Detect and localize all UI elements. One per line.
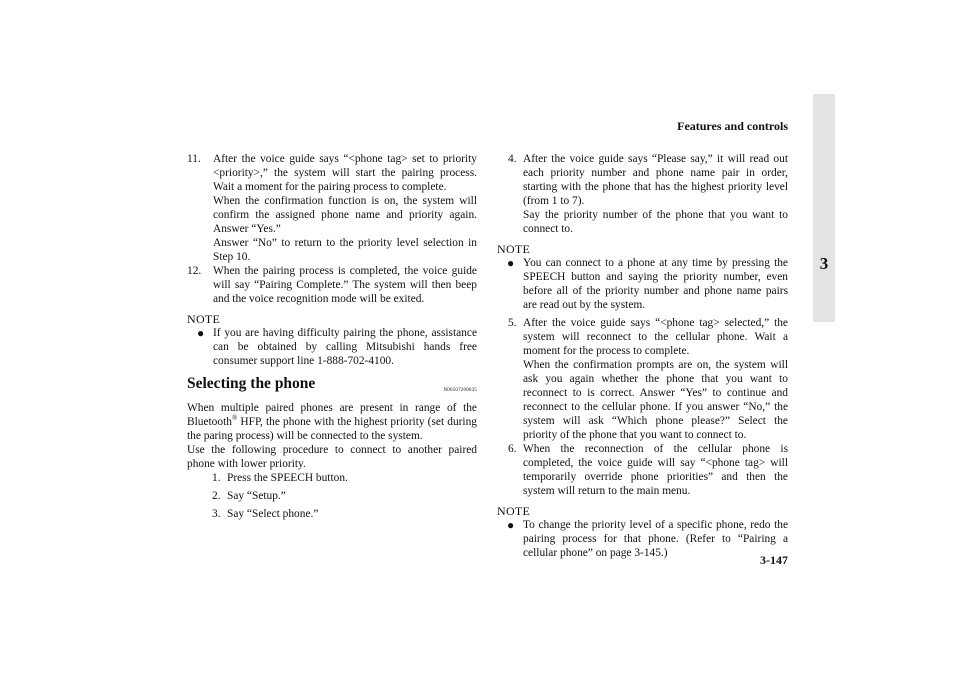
step-text: After the voice guide says “<phone tag> selected,” the system will reconnect to the cellular phone. Wait a moment for the process to complete. <box>523 317 788 357</box>
bullet-icon: ● <box>507 518 515 532</box>
step-text: Say the priority number of the phone that you want to connect to. <box>523 209 788 235</box>
note-text: To change the priority level of a specific phone, redo the pairing process for that phone. (Refer to “Pairing a cellular phone” on page 3-145.) <box>523 519 788 559</box>
step-text: When the pairing process is completed, the voice guide will say “Pairing Complete.” The system will then beep and the voice recognition mode will be exited. <box>213 265 477 305</box>
paragraph-text: Use the following procedure to connect to another paired phone with lower priority. <box>187 444 477 470</box>
step-number: 4. <box>508 153 517 165</box>
note-item <box>187 326 477 368</box>
page-number: 3-147 <box>760 553 788 567</box>
step-number: 1. <box>212 472 221 484</box>
paragraph-text: HFP, the phone with the highest priority (set during the paring process) will be connected to the system. <box>187 416 477 442</box>
note-text: If you are having difficulty pairing the phone, assistance can be obtained by calling Mitsubishi hands free consumer support line 1-888-702-4100. <box>213 327 477 367</box>
step-2 <box>201 489 477 503</box>
bullet-icon: ● <box>507 256 515 270</box>
step-number: 12. <box>187 265 202 277</box>
step-text: Press the SPEECH button. <box>227 472 348 484</box>
step-number: 3. <box>212 508 221 520</box>
step-12 <box>187 264 477 306</box>
left-column <box>187 152 477 521</box>
step-text: When the confirmation prompts are on, the system will ask you again whether the phone that you want to reconnect to is correct. Answer “Yes” to continue and reconnect to the cellular phone. If you answer “No,” the system will ask “Which phone please?” Select the priority of the phone that you want to connect to. <box>523 359 788 441</box>
step-6 <box>497 442 788 498</box>
paragraph-text: When multiple paired phones are present in range of the Bluetooth <box>187 402 477 428</box>
right-column <box>497 152 788 560</box>
note-label: NOTE <box>187 312 221 326</box>
step-number: 11. <box>187 153 201 165</box>
step-text: After the voice guide says “<phone tag> set to priority <priority>,” the system will start the pairing process. Wait a moment for the pairing process to complete. <box>213 153 477 193</box>
step-text: Say “Select phone.” <box>227 508 319 520</box>
step-text: Say “Setup.” <box>227 490 286 502</box>
step-text: When the reconnection of the cellular phone is completed, the voice guide will say “<phone tag> will temporarily override phone priorities” and then the system will return to the main menu. <box>523 443 788 497</box>
step-3 <box>201 507 477 521</box>
note-item <box>497 256 788 312</box>
bullet-icon: ● <box>197 326 205 340</box>
paragraph <box>187 401 477 471</box>
note-text: You can connect to a phone at any time by pressing the SPEECH button and saying the priority number, even before all of the priority number and phone name pairs are read out by the system. <box>523 257 788 311</box>
section-code: N00507200035 <box>443 388 477 393</box>
step-11 <box>187 152 477 264</box>
note-label: NOTE <box>497 242 531 256</box>
step-text: Answer “No” to return to the priority level selection in Step 10. <box>213 237 477 263</box>
chapter-number: 3 <box>819 254 829 273</box>
step-4 <box>497 152 788 236</box>
step-number: 2. <box>212 490 221 502</box>
step-text: After the voice guide says “Please say,” it will read out each priority number and phone name pair in order, starting with the phone that has the highest priority level (from 1 to 7). <box>523 153 788 207</box>
step-text: When the confirmation function is on, the system will confirm the assigned phone name and priority again. Answer “Yes.” <box>213 195 477 235</box>
registered-mark: ® <box>231 414 238 423</box>
step-5 <box>497 316 788 442</box>
step-1 <box>201 471 477 485</box>
step-number: 6. <box>508 443 517 455</box>
section-title: Selecting the phone <box>187 375 316 392</box>
chapter-tab <box>813 94 835 322</box>
step-number: 5. <box>508 317 517 329</box>
note-label: NOTE <box>497 504 531 518</box>
section-heading <box>187 377 477 394</box>
running-header: Features and controls <box>677 119 788 133</box>
